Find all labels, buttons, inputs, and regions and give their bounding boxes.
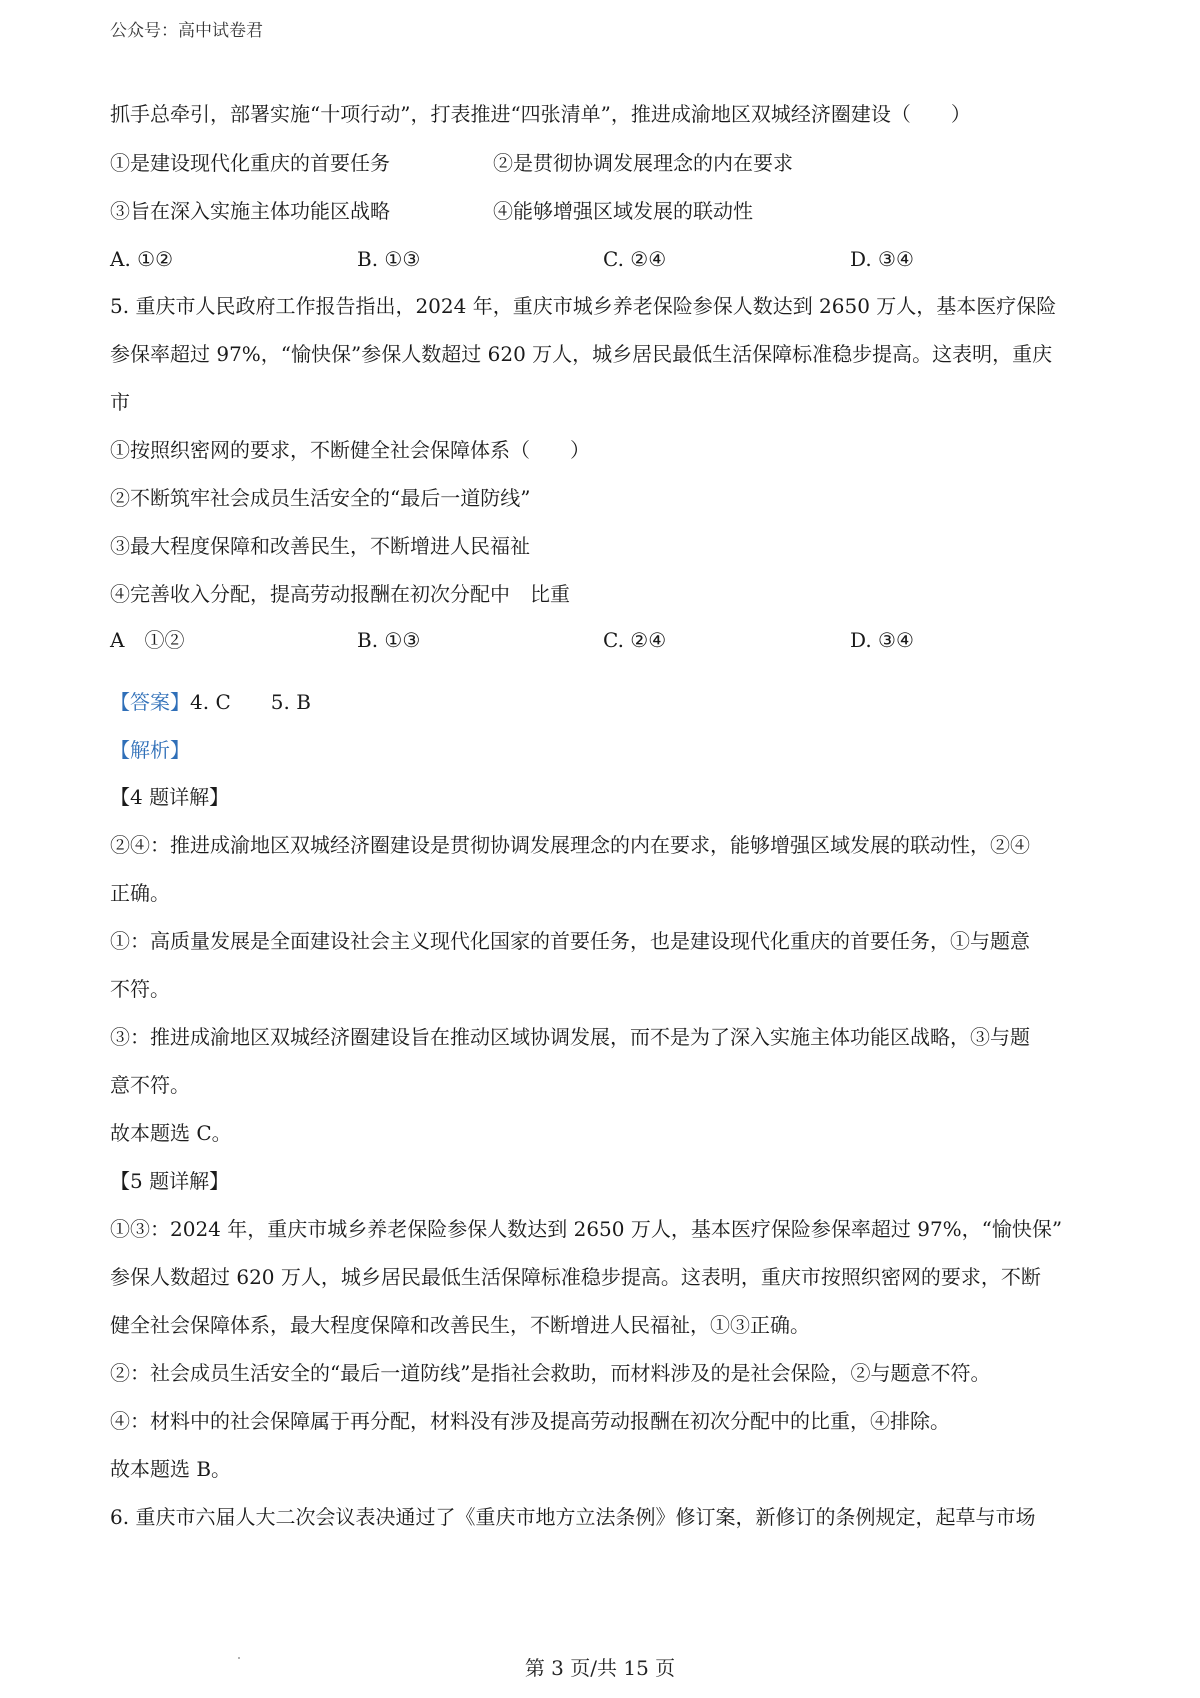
q5-choice-1: ①按照织密网的要求，不断健全社会保障体系（ ） (110, 438, 590, 462)
q4-detail-line: ①：高质量发展是全面建设社会主义现代化国家的首要任务，也是建设现代化重庆的首要任务，①与题意 (110, 929, 1030, 953)
q4-option-b: B. ①③ (357, 247, 421, 271)
q4-choice-4: ④能够增强区域发展的联动性 (493, 199, 753, 223)
q5-stem-line-1: 5. 重庆市人民政府工作报告指出，2024 年，重庆市城乡养老保险参保人数达到 2650 万人，基本医疗保险 (110, 294, 1057, 318)
answer-label: 【答案】 (110, 690, 190, 714)
header-note: 公众号：高中试卷君 (110, 21, 263, 41)
q5-detail-heading: 【5 题详解】 (110, 1169, 230, 1193)
q4-choice-3: ③旨在深入实施主体功能区战略 (110, 199, 390, 223)
q4-detail-line: ③：推进成渝地区双城经济圈建设旨在推动区域协调发展，而不是为了深入实施主体功能区战略，③与题 (110, 1025, 1030, 1049)
q4-stem: 抓手总牵引，部署实施“十项行动”，打表推进“四张清单”，推进成渝地区双城经济圈建设（ ） (110, 102, 971, 126)
q5-option-a: A ①② (110, 628, 185, 652)
q6-stem-line-1: 6. 重庆市六届人大二次会议表决通过了《重庆市地方立法条例》修订案，新修订的条例规定，起草与市场 (110, 1505, 1036, 1529)
q4-option-c: C. ②④ (603, 247, 667, 271)
q4-detail-line: 不符。 (110, 977, 170, 1001)
q5-option-d: D. ③④ (850, 628, 914, 652)
q4-option-a: A. ①② (110, 247, 174, 271)
q5-detail-line: ④：材料中的社会保障属于再分配，材料没有涉及提高劳动报酬在初次分配中的比重，④排除。 (110, 1409, 950, 1433)
q4-detail-line: ②④：推进成渝地区双城经济圈建设是贯彻协调发展理念的内在要求，能够增强区域发展的联动性，②④ (110, 833, 1030, 857)
q5-detail-line: 故本题选 B。 (110, 1457, 232, 1481)
q4-choice-1: ①是建设现代化重庆的首要任务 (110, 151, 390, 175)
q4-detail-line: 意不符。 (110, 1073, 190, 1097)
q5-detail-line: ②：社会成员生活安全的“最后一道防线”是指社会救助，而材料涉及的是社会保险，②与题意不符。 (110, 1361, 991, 1385)
q5-detail-line: ①③：2024 年，重庆市城乡养老保险参保人数达到 2650 万人，基本医疗保险参保率超过 97%，“愉快保” (110, 1217, 1063, 1241)
answer-q4: 4. C (190, 690, 231, 714)
q5-choice-3: ③最大程度保障和改善民生，不断增进人民福祉 (110, 534, 530, 558)
answer-q5: 5. B (270, 690, 311, 714)
q5-option-c: C. ②④ (603, 628, 667, 652)
q4-option-d: D. ③④ (850, 247, 914, 271)
q5-stem-line-3: 市 (110, 390, 130, 414)
q5-option-b: B. ①③ (357, 628, 421, 652)
q5-choice-2: ②不断筑牢社会成员生活安全的“最后一道防线” (110, 486, 531, 510)
q4-detail-line: 正确。 (110, 881, 170, 905)
q5-stem-line-2: 参保率超过 97%，“愉快保”参保人数超过 620 万人，城乡居民最低生活保障标准稳步提高。这表明，重庆 (110, 342, 1053, 366)
analysis-label: 【解析】 (110, 738, 190, 762)
answer-line (110, 688, 311, 716)
q4-detail-line: 故本题选 C。 (110, 1121, 232, 1145)
page-footer: 第 3 页/共 15 页 (524, 1656, 676, 1680)
q4-detail-heading: 【4 题详解】 (110, 785, 230, 809)
q4-choice-2: ②是贯彻协调发展理念的内在要求 (493, 151, 793, 175)
q5-choice-4: ④完善收入分配，提高劳动报酬在初次分配中 比重 (110, 582, 570, 606)
q5-detail-line: 健全社会保障体系，最大程度保障和改善民生，不断增进人民福祉，①③正确。 (110, 1313, 810, 1337)
q5-detail-line: 参保人数超过 620 万人，城乡居民最低生活保障标准稳步提高。这表明，重庆市按照织密网的要求，不断 (110, 1265, 1041, 1289)
